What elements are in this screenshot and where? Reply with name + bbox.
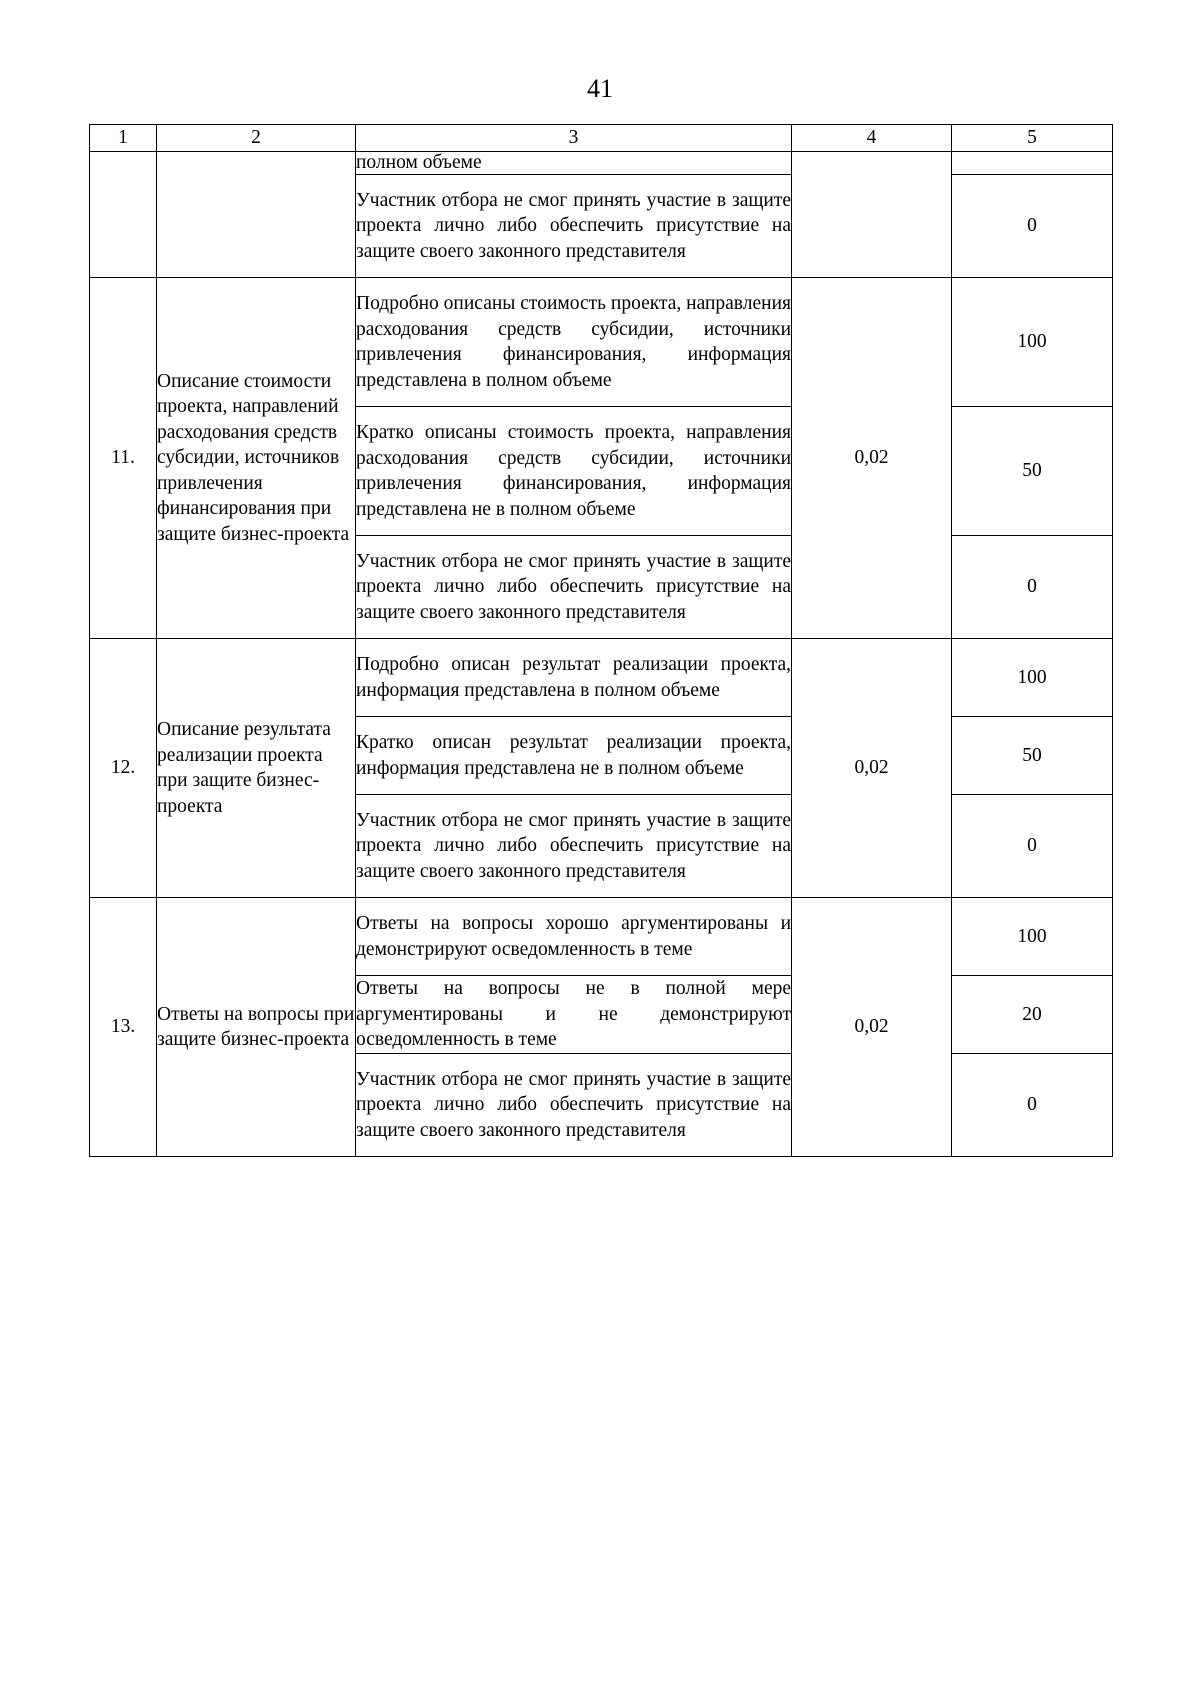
criterion-weight: 0,02 [792,898,952,1157]
table-row [90,152,1113,175]
column-number-row [90,125,1113,152]
criterion-score: 0 [952,175,1113,278]
criterion-score: 0 [952,795,1113,898]
column-number-1: 1 [90,125,157,152]
criterion-description: Кратко описан результат реализации проекта, информация представлена не в полном объеме [356,717,792,795]
criterion-number: 13. [90,898,157,1157]
column-number-2: 2 [157,125,356,152]
criterion-description: полном объеме [356,152,792,175]
criterion-score: 100 [952,898,1113,976]
page-number: 41 [587,74,613,103]
criterion-description: Ответы на вопросы не в полной мере аргументированы и не демонстрируют осведомленность в теме [356,976,792,1054]
column-number-4: 4 [792,125,952,152]
criterion-name [157,152,356,278]
criterion-description: Участник отбора не смог принять участие в защите проекта лично либо обеспечить присутствие на защите своего законного представителя [356,536,792,639]
column-number-3: 3 [356,125,792,152]
criterion-score: 50 [952,407,1113,536]
criterion-description: Ответы на вопросы хорошо аргументированы и демонстрируют осведомленность в теме [356,898,792,976]
criterion-description: Участник отбора не смог принять участие в защите проекта лично либо обеспечить присутствие на защите своего законного представителя [356,175,792,278]
criterion-description: Участник отбора не смог принять участие в защите проекта лично либо обеспечить присутствие на защите своего законного представителя [356,1054,792,1157]
criterion-name: Описание стоимости проекта, направлений расходования средств субсидии, источников привлечения финансирования при защите бизнес-проекта [157,278,356,639]
table-row [90,898,1113,976]
criterion-score [952,152,1113,175]
criterion-description: Участник отбора не смог принять участие в защите проекта лично либо обеспечить присутствие на защите своего законного представителя [356,795,792,898]
criterion-weight: 0,02 [792,278,952,639]
criterion-description: Подробно описаны стоимость проекта, направления расходования средств субсидии, источники привлечения финансирования, информация представлена в полном объеме [356,278,792,407]
criterion-score: 100 [952,278,1113,407]
column-number-5: 5 [952,125,1113,152]
criterion-number: 12. [90,639,157,898]
criterion-number [90,152,157,278]
criterion-description: Кратко описаны стоимость проекта, направления расходования средств субсидии, источники привлечения финансирования, информация представлена не в полном объеме [356,407,792,536]
table-row [90,278,1113,407]
table-row [90,639,1113,717]
criterion-weight: 0,02 [792,639,952,898]
criterion-number: 11. [90,278,157,639]
criterion-score: 0 [952,1054,1113,1157]
criterion-score: 100 [952,639,1113,717]
criterion-weight [792,152,952,278]
criterion-score: 50 [952,717,1113,795]
criterion-description: Подробно описан результат реализации проекта, информация представлена в полном объеме [356,639,792,717]
criterion-name: Описание результата реализации проекта при защите бизнес-проекта [157,639,356,898]
criteria-table [89,124,1113,1157]
criterion-score: 0 [952,536,1113,639]
criterion-name: Ответы на вопросы при защите бизнес-проекта [157,898,356,1157]
criterion-score: 20 [952,976,1113,1054]
